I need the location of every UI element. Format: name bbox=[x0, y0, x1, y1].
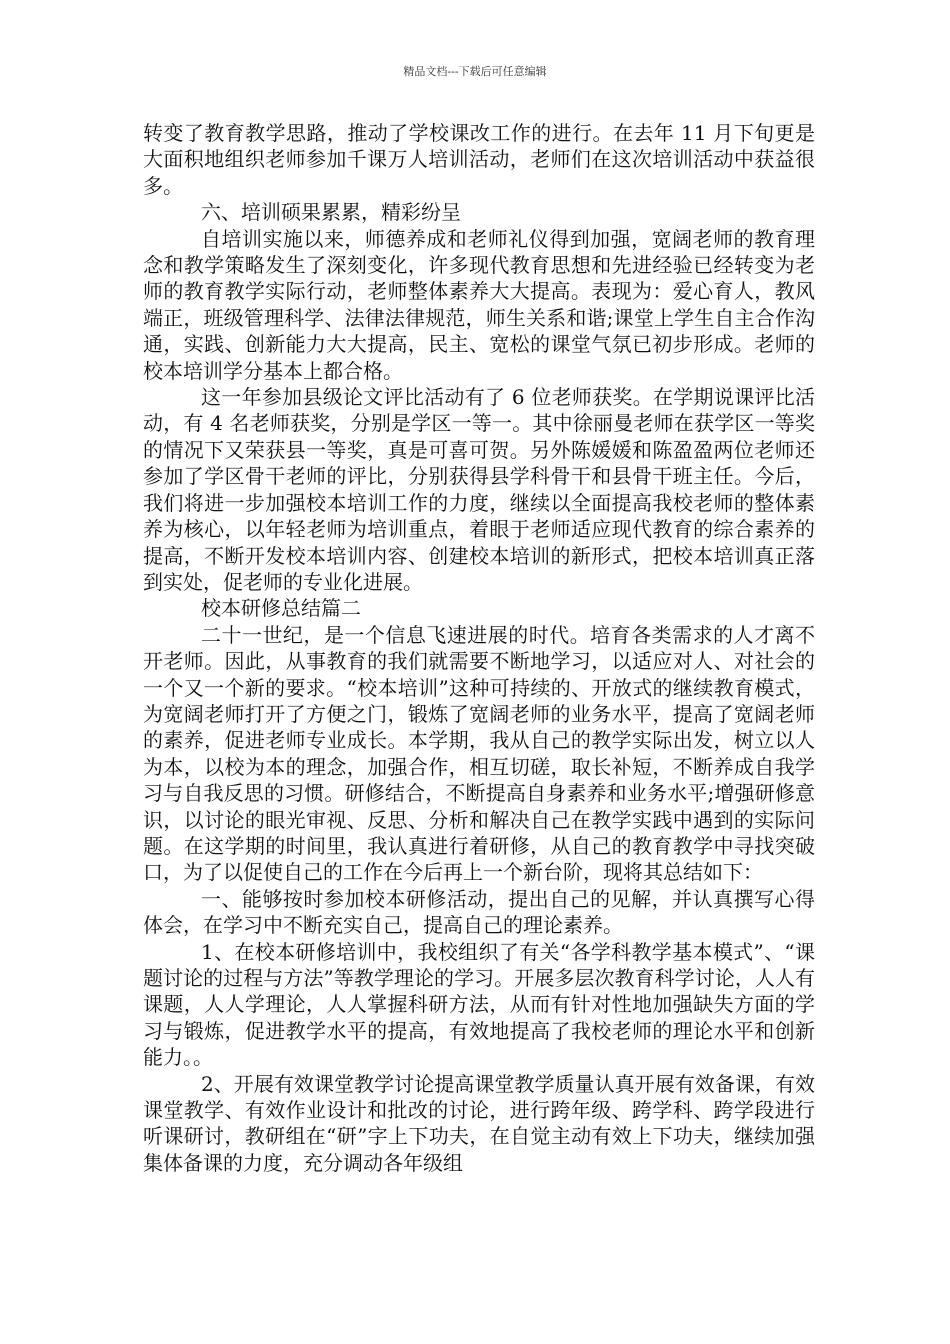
paragraph: 自培训实施以来，师德养成和老师礼仪得到加强，宽阔老师的教育理念和教学策略发生了深刻变化，许多现代教育思想和先进经验已经转变为老师的教育教学实际行动，老师整体素养大大提高。表现为：爱心育人，教风端正，班级管理科学、法律法律规范，师生关系和谐;课堂上学生自主合作沟通，实践、创新能力大大提高，民主、宽松的课堂气氛已初步形成。老师的校本培训学分基本上都合格。 bbox=[143, 226, 815, 383]
paragraph-item-one: 一、能够按时参加校本研修活动，提出自己的见解，并认真撰写心得体会，在学习中不断充实自己，提高自己的理论素养。 bbox=[143, 886, 815, 938]
paragraph-subitem-2: 2、开展有效课堂教学讨论提高课堂教学质量认真开展有效备课，有效课堂教学、有效作业设计和批改的讨论，进行跨年级、跨学科、跨学段进行听课研讨，教研组在“研”字上下功夫，在自觉主动有效上下功夫，继续加强集体备课的力度，充分调动各年级组 bbox=[143, 1071, 815, 1175]
document-body bbox=[143, 120, 815, 1176]
paragraph: 这一年参加县级论文评比活动有了 6 位老师获奖。在学期说课评比活动，有 4 名老师获奖，分别是学区一等一。其中徐丽曼老师在获学区一等奖的情况下又荣获县一等奖，真是可喜可贺。另外陈媛媛和陈盈盈两位老师还参加了学区骨干老师的评比，分别获得县学科骨干和县骨干班主任。今后，我们将进一步加强校本培训工作的力度，继续以全面提高我校老师的整体素养为核心，以年轻老师为培训重点，着眼于老师适应现代教育的综合素养的提高，不断开发校本培训内容、创建校本培训的新形式，把校本培训真正落到实处，促老师的专业化进展。 bbox=[143, 385, 815, 594]
section-heading-part-two: 校本研修总结篇二 bbox=[201, 596, 361, 621]
page-header: 精品文档---下载后可任意编辑 bbox=[403, 65, 547, 78]
section-heading-six: 六、培训硕果累累，精彩纷呈 bbox=[201, 200, 461, 225]
paragraph-continuation: 转变了教育教学思路，推动了学校课改工作的进行。在去年 11 月下旬更是大面积地组织老师参加千课万人培训活动，老师们在这次培训活动中获益很多。 bbox=[143, 121, 815, 198]
paragraph-subitem-1: 1、在校本研修培训中，我校组织了有关“各学科教学基本模式”、“课题讨论的过程与方法”等教学理论的学习。开展多层次教育科学讨论，人人有课题，人人学理论，人人掌握科研方法，从而有针对性地加强缺失方面的学习与锻炼，促进教学水平的提高，有效地提高了我校老师的理论水平和创新能力。。 bbox=[143, 939, 815, 1070]
paragraph: 二十一世纪，是一个信息飞速进展的时代。培育各类需求的人才离不开老师。因此，从事教育的我们就需要不断地学习，以适应对人、对社会的一个又一个新的要求。“校本培训”这种可持续的、开放式的继续教育模式，为宽阔老师打开了方便之门，锻炼了宽阔老师的业务水平，提高了宽阔老师的素养，促进老师专业成长。本学期，我从自己的教学实际出发，树立以人为本，以校为本的理念，加强合作，相互切磋，取长补短，不断养成自我学习与自我反思的习惯。研修结合，不断提高自身素养和业务水平;增强研修意识，以讨论的眼光审视、反思、分析和解决自己在教学实践中遇到的实际问题。在这学期的时间里，我认真进行着研修，从自己的教育教学中寻找突破口，为了以促使自己的工作在今后再上一个新台阶，现将其总结如下： bbox=[143, 622, 815, 885]
